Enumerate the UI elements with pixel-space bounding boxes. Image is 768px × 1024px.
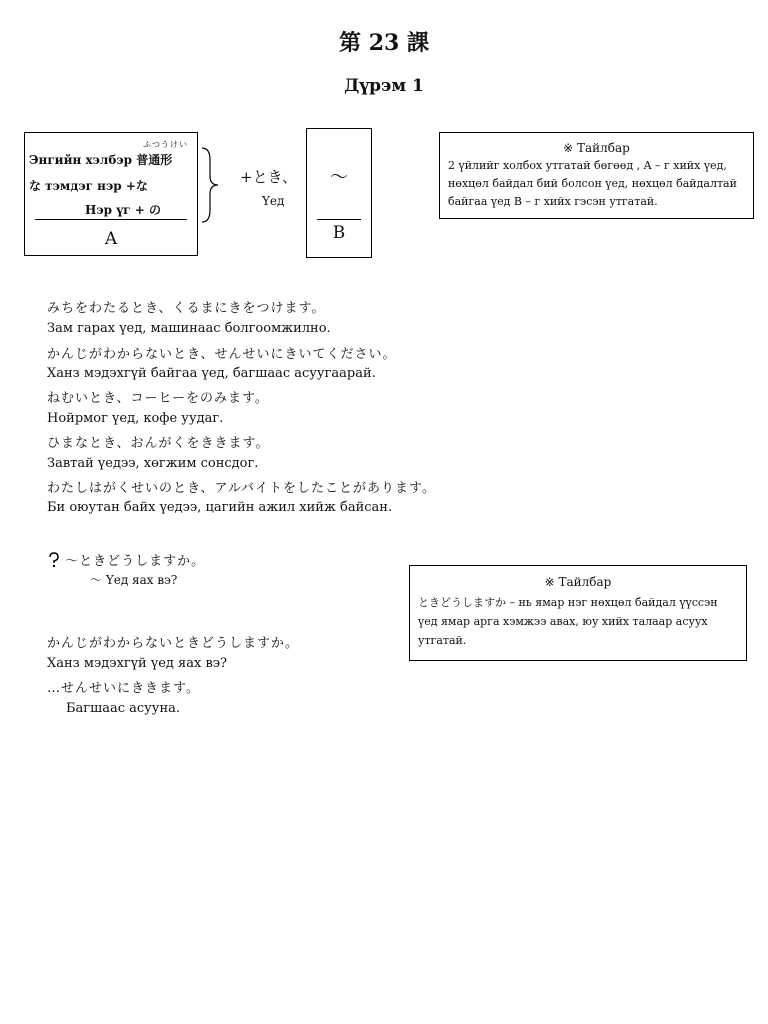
example-jp: みちをわたるとき、くるまにきをつけます。 — [47, 301, 326, 316]
note-text: ときどうしますか – нь ямар нэг нөхцөл байдал үүссэн үед ямар арга хэмжээ авах, юу хийх талаар асуух утгатай. — [418, 596, 718, 647]
toki-gloss: Үед — [262, 194, 285, 208]
example-mn: Нойрмог үед, кофе уудаг. — [47, 411, 224, 426]
explanation-box-2 — [409, 565, 747, 661]
dialog-answer-mn: Багшаас асууна. — [66, 701, 180, 716]
dialog-question-mn: Ханз мэдэхгүй үед яах вэ? — [47, 656, 228, 671]
note-heading: ※ Тайлбар — [544, 575, 612, 589]
plain-form-line: Энгийн хэлбэр 普通形 — [29, 153, 173, 167]
furigana: ふつうけい — [143, 140, 188, 149]
explanation-box-1 — [439, 132, 754, 219]
tilde-placeholder: ～ — [330, 167, 348, 188]
note-heading: ※ Тайлбар — [563, 141, 630, 155]
question-gloss: ～ Үед яах вэ? — [90, 573, 178, 587]
question-pattern — [47, 550, 205, 569]
curly-brace-icon — [200, 146, 220, 224]
example-jp: ねむいとき、コーヒーをのみます。 — [47, 391, 269, 406]
note-text: 2 үйлийг холбох утгатай бөгөөд , A – г хийх үед, нөхцөл байдал бий болсон үед, нөхцөл байдалтай байгаа үед B – г хийх гэсэн утгатай. — [448, 159, 737, 208]
box-a-label: A — [104, 229, 118, 249]
question-icon — [47, 552, 61, 568]
toki-connector: +とき、 — [240, 168, 297, 186]
divider — [35, 219, 187, 220]
na-adjective-line: な тэмдэг нэр +な — [29, 179, 148, 193]
pattern-box-b — [306, 128, 372, 258]
divider — [317, 219, 361, 220]
example-mn: Би оюутан байх үедээ, цагийн ажил хийж байсан. — [47, 500, 393, 515]
example-jp: かんじがわからないとき、せんせいにきいてください。 — [47, 347, 397, 362]
question-pattern-text: ～ときどうしますか。 — [65, 554, 206, 569]
example-mn: Завтай үедээ, хөгжим сонсдог. — [47, 456, 259, 471]
example-mn: Зам гарах үед, машинаас болгоомжилно. — [47, 321, 331, 336]
example-mn: Ханз мэдэхгүй байгаа үед, багшаас асуугаарай. — [47, 366, 376, 381]
page-title: 第 23 課 — [339, 30, 429, 56]
dialog-answer-jp: …せんせいにききます。 — [47, 681, 200, 696]
example-jp: ひまなとき、おんがくをききます。 — [47, 436, 270, 451]
pattern-box-a — [24, 132, 198, 256]
rule-heading: Дүрэм 1 — [344, 76, 424, 96]
noun-line: Нэр үг + の — [85, 203, 161, 217]
dialog-question-jp: かんじがわからないときどうしますか。 — [47, 636, 300, 651]
box-b-label: B — [332, 223, 346, 243]
example-jp: わたしはがくせいのとき、アルバイトをしたことがあります。 — [47, 481, 437, 496]
